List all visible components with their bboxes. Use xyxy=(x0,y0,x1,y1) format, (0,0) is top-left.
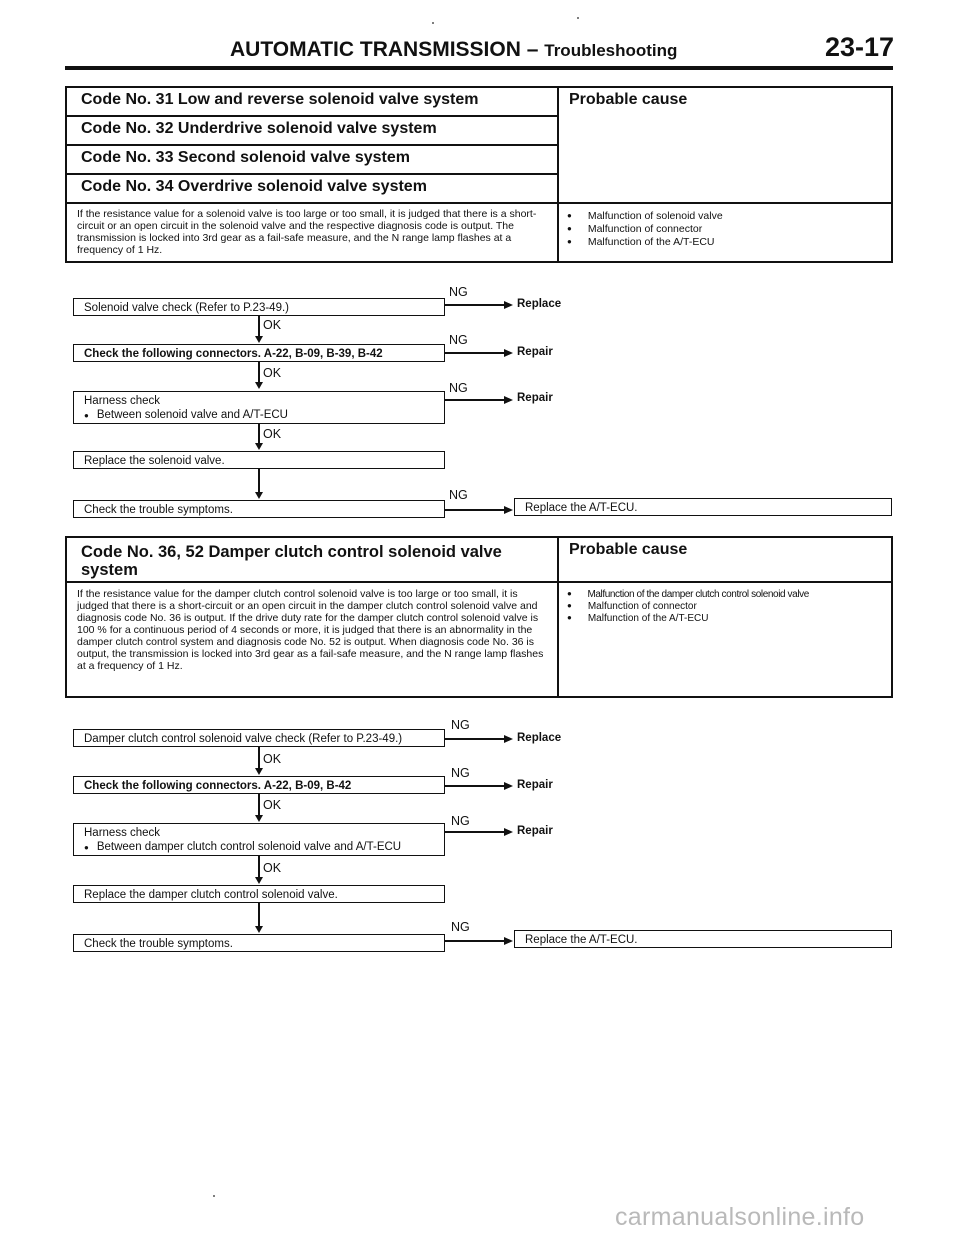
flow-step-connector-check: Check the following connectors. A-22, B-09, B-42 xyxy=(73,776,445,794)
code-32-row: Code No. 32 Underdrive solenoid valve system xyxy=(67,117,557,146)
flow-step-harness-check xyxy=(73,823,445,856)
ng-label: NG xyxy=(449,381,468,395)
bullet-icon: ● xyxy=(84,843,89,852)
header-subtitle: Troubleshooting xyxy=(544,41,678,60)
page-number: 23-17 xyxy=(825,32,895,62)
ng-arrow xyxy=(504,396,513,404)
ng-arrow xyxy=(504,349,513,357)
header-dash: – xyxy=(520,38,545,61)
cause-item: ● Malfunction of the A/T-ECU xyxy=(567,613,891,625)
flow-step-replace-damper-solenoid: Replace the damper clutch control solenoid valve. xyxy=(73,885,445,903)
ng-arrow xyxy=(504,782,513,790)
flow-ng-replace-ecu: Replace the A/T-ECU. xyxy=(514,498,892,516)
ok-line xyxy=(258,856,260,878)
code-34-row: Code No. 34 Overdrive solenoid valve system xyxy=(67,175,557,204)
ng-label: NG xyxy=(449,488,468,502)
probable-cause-list xyxy=(557,583,891,696)
ng-label: NG xyxy=(451,814,470,828)
ng-line xyxy=(445,304,505,306)
cause-item: ● Malfunction of connector xyxy=(567,223,891,236)
scan-speck xyxy=(213,1195,215,1197)
cause-item: ● Malfunction of the A/T-ECU xyxy=(567,236,891,249)
code-33-row: Code No. 33 Second solenoid valve system xyxy=(67,146,557,175)
ok-line xyxy=(258,424,260,444)
ng-arrow xyxy=(504,301,513,309)
ok-label: OK xyxy=(263,366,282,380)
probable-cause-list xyxy=(557,204,891,261)
ng-line xyxy=(445,509,505,511)
code-36-52-table xyxy=(65,536,893,698)
ok-arrow xyxy=(255,768,263,775)
flow-line xyxy=(258,469,260,493)
flow-step-check-symptoms: Check the trouble symptoms. xyxy=(73,500,445,518)
ng-label: NG xyxy=(449,333,468,347)
harness-check-item-text: Between solenoid valve and A/T-ECU xyxy=(96,409,288,421)
flow-step-replace-solenoid: Replace the solenoid valve. xyxy=(73,451,445,469)
code-31-row: Code No. 31 Low and reverse solenoid valve system xyxy=(67,88,557,117)
ok-label: OK xyxy=(263,318,282,332)
header-title: AUTOMATIC TRANSMISSION xyxy=(230,38,521,61)
ok-arrow xyxy=(255,336,263,343)
flow-step-damper-check: Damper clutch control solenoid valve check (Refer to P.23-49.) xyxy=(73,729,445,747)
ok-line xyxy=(258,316,260,337)
ng-label: NG xyxy=(451,718,470,732)
ok-label: OK xyxy=(263,427,282,441)
cause-item: ● Malfunction of the damper clutch control solenoid valve xyxy=(567,589,891,601)
header-rule xyxy=(65,66,893,70)
ok-line xyxy=(258,362,260,383)
flow-step-solenoid-check: Solenoid valve check (Refer to P.23-49.) xyxy=(73,298,445,316)
ok-arrow xyxy=(255,815,263,822)
harness-check-item xyxy=(84,840,444,855)
harness-check-title: Harness check xyxy=(84,827,161,839)
ok-line xyxy=(258,747,260,769)
ng-result-repair: Repair xyxy=(517,392,553,404)
probable-cause-header: Probable cause xyxy=(557,88,891,204)
flow-step-check-symptoms: Check the trouble symptoms. xyxy=(73,934,445,952)
ng-arrow xyxy=(504,828,513,836)
ng-line xyxy=(445,940,505,942)
probable-cause-header: Probable cause xyxy=(557,538,891,583)
ok-label: OK xyxy=(263,861,282,875)
watermark: carmanualsonline.info xyxy=(615,1203,865,1231)
ng-result-repair: Repair xyxy=(517,825,553,837)
ng-label: NG xyxy=(449,285,468,299)
flow-line xyxy=(258,903,260,927)
ng-result-replace: Replace xyxy=(517,298,562,310)
harness-check-item xyxy=(84,408,444,423)
page-header xyxy=(230,38,677,62)
ng-label: NG xyxy=(451,920,470,934)
ng-line xyxy=(445,831,505,833)
flow-ng-replace-ecu: Replace the A/T-ECU. xyxy=(514,930,892,948)
ok-arrow xyxy=(255,382,263,389)
ng-result-repair: Repair xyxy=(517,779,553,791)
ok-arrow xyxy=(255,877,263,884)
harness-check-title: Harness check xyxy=(84,395,161,407)
ng-arrow xyxy=(504,506,513,514)
ok-line xyxy=(258,794,260,816)
harness-check-item-text: Between damper clutch control solenoid valve and A/T-ECU xyxy=(96,841,402,853)
ok-label: OK xyxy=(263,752,282,766)
cause-item: ● Malfunction of connector xyxy=(567,601,891,613)
bullet-icon: ● xyxy=(84,411,89,420)
code-31-34-description: If the resistance value for a solenoid valve is too large or too small, it is judged that there is a short-circuit or an open circuit in the solenoid valve and the respective diagnosis code is output. The transmission is locked into 3rd gear as a fail-safe measure, and the N range lamp flashes at a frequency of 1 Hz. xyxy=(77,208,537,256)
ok-label: OK xyxy=(263,798,282,812)
ng-line xyxy=(445,738,505,740)
ng-result-replace: Replace xyxy=(517,732,562,744)
scan-speck xyxy=(432,22,434,24)
flow-step-connector-check: Check the following connectors. A-22, B-09, B-39, B-42 xyxy=(73,344,445,362)
code-36-52-row: Code No. 36, 52 Damper clutch control solenoid valve system xyxy=(67,538,557,583)
code-36-52-description: If the resistance value for the damper clutch control solenoid valve is too large or too small, it is judged that there is a short-circuit or an open circuit in the damper clutch control solenoid valve and diagnosis code No. 36 is output. If the drive duty rate for the damper clutch control solenoid valve is 100 % for a continuous period of 4 seconds or more, it is judged that there is an abnormality in the damper clutch control system and diagnosis code No. 52 is output. When diagnosis code No. 36 is output, the transmission is locked into 3rd gear as a fail-safe measure, and the N range lamp flashes at a frequency of 1 Hz. xyxy=(77,588,544,672)
ng-line xyxy=(445,785,505,787)
ng-arrow xyxy=(504,735,513,743)
ng-arrow xyxy=(504,937,513,945)
ng-result-repair: Repair xyxy=(517,346,553,358)
ok-arrow xyxy=(255,443,263,450)
ng-line xyxy=(445,399,505,401)
code-31-34-table xyxy=(65,86,893,263)
ng-line xyxy=(445,352,505,354)
cause-item: ● Malfunction of solenoid valve xyxy=(567,210,891,223)
flow-step-harness-check xyxy=(73,391,445,424)
scan-speck xyxy=(577,17,579,19)
flow-arrow xyxy=(255,926,263,933)
flow-arrow xyxy=(255,492,263,499)
ng-label: NG xyxy=(451,766,470,780)
